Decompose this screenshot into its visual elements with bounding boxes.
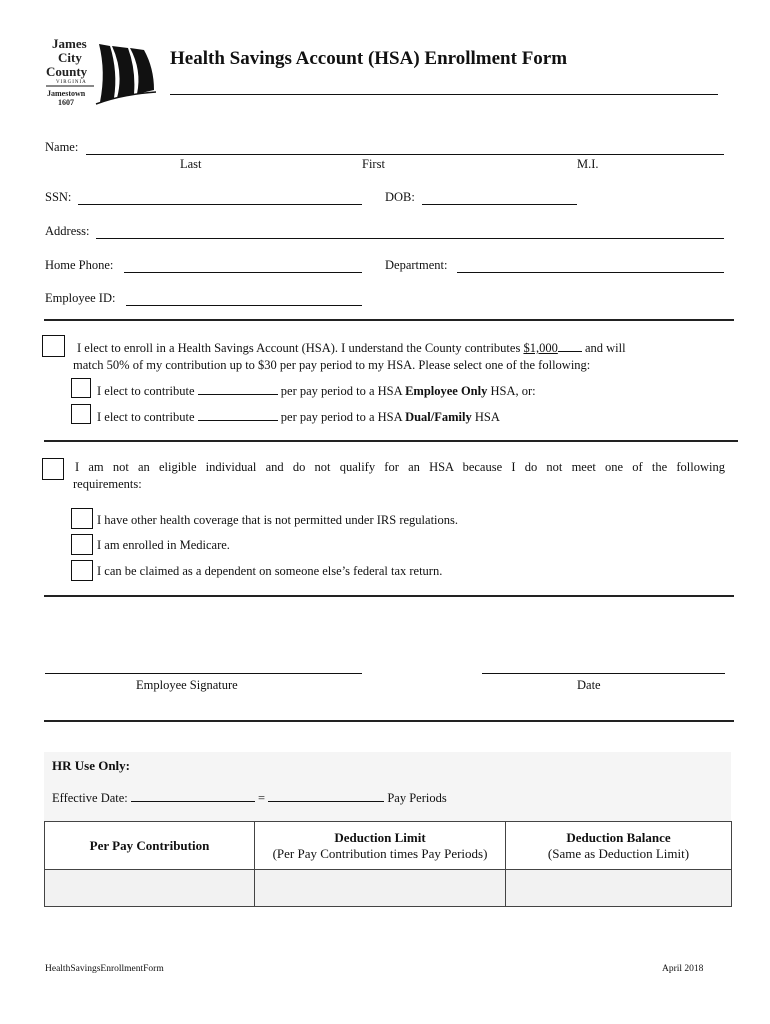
table-row bbox=[45, 870, 732, 907]
logo-text-year: 1607 bbox=[58, 98, 74, 107]
dual-family-amount-field[interactable] bbox=[198, 420, 278, 421]
name-field[interactable] bbox=[86, 140, 724, 155]
option2-mid: per pay period to a HSA bbox=[280, 410, 406, 424]
dependent-reason: I can be claimed as a dependent on someone else’s federal tax return. bbox=[97, 564, 443, 578]
deduction-limit-title: Deduction Limit bbox=[334, 829, 426, 845]
ssn-label: SSN: bbox=[45, 190, 72, 204]
name-label: Name: bbox=[45, 140, 79, 154]
section-divider bbox=[44, 595, 734, 597]
effective-date-label: Effective Date: bbox=[52, 791, 128, 805]
effective-date-row bbox=[52, 791, 447, 806]
dual-family-checkbox[interactable] bbox=[71, 404, 91, 424]
department-field[interactable] bbox=[457, 258, 724, 273]
footer-date: April 2018 bbox=[662, 964, 704, 974]
logo-text-jamestown: Jamestown bbox=[47, 89, 86, 98]
employee-id-field[interactable] bbox=[126, 291, 362, 306]
hr-deduction-table bbox=[44, 821, 732, 907]
home-phone-label: Home Phone: bbox=[45, 258, 114, 272]
option1-mid: per pay period to a HSA bbox=[280, 384, 406, 398]
ineligible-text-line2: requirements: bbox=[73, 477, 142, 491]
section-divider bbox=[44, 319, 734, 321]
ineligible-text-line1: I am not an eligible individual and do not qualify for an HSA because I do not meet one of the following bbox=[75, 460, 725, 474]
per-pay-contribution-header: Per Pay Contribution bbox=[45, 822, 255, 870]
employee-id-label: Employee ID: bbox=[45, 291, 116, 305]
logo-text-james: James bbox=[52, 36, 87, 51]
ssn-field[interactable] bbox=[78, 190, 362, 205]
signature-date-caption: Date bbox=[577, 678, 601, 692]
deduction-balance-cell[interactable] bbox=[506, 870, 732, 907]
equals-sign: = bbox=[258, 791, 266, 805]
signature-date-field[interactable] bbox=[482, 673, 725, 674]
enroll-text-line2: match 50% of my contribution up to $30 per pay period to my HSA. Please select one of the following: bbox=[73, 358, 591, 372]
deduction-limit-cell[interactable] bbox=[255, 870, 506, 907]
deduction-balance-title: Deduction Balance bbox=[566, 829, 671, 845]
address-field[interactable] bbox=[96, 224, 724, 239]
logo-text-city: City bbox=[58, 50, 82, 65]
per-pay-contribution-cell[interactable] bbox=[45, 870, 255, 907]
employee-only-option bbox=[97, 384, 536, 399]
pay-periods-label: Pay Periods bbox=[387, 791, 447, 805]
logo-text-county: County bbox=[46, 64, 88, 79]
county-contribution-amount: $1,000 bbox=[523, 341, 558, 355]
middle-initial-caption: M.I. bbox=[577, 157, 599, 171]
enroll-text-b: and will bbox=[581, 341, 626, 355]
enroll-text-line1 bbox=[77, 341, 626, 356]
hr-section-background bbox=[44, 752, 731, 822]
dob-label: DOB: bbox=[385, 190, 415, 204]
employee-signature-caption: Employee Signature bbox=[136, 678, 238, 692]
dependent-checkbox[interactable] bbox=[71, 560, 93, 581]
employee-only-amount-field[interactable] bbox=[198, 394, 278, 395]
other-coverage-reason: I have other health coverage that is not permitted under IRS regulations. bbox=[97, 513, 458, 527]
employee-only-checkbox[interactable] bbox=[71, 378, 91, 398]
deduction-limit-subtitle: (Per Pay Contribution times Pay Periods) bbox=[272, 845, 488, 861]
dob-field[interactable] bbox=[422, 190, 577, 205]
enroll-checkbox[interactable] bbox=[42, 335, 65, 357]
page-title: Health Savings Account (HSA) Enrollment Form bbox=[170, 48, 568, 69]
ineligible-checkbox[interactable] bbox=[42, 458, 64, 480]
effective-date-field[interactable] bbox=[131, 801, 255, 802]
option2-bold: Dual/Family bbox=[405, 410, 472, 424]
title-underline bbox=[170, 94, 718, 95]
last-name-caption: Last bbox=[180, 157, 202, 171]
deduction-balance-subtitle: (Same as Deduction Limit) bbox=[547, 845, 690, 861]
pay-periods-field[interactable] bbox=[268, 801, 384, 802]
medicare-reason: I am enrolled in Medicare. bbox=[97, 538, 230, 552]
department-label: Department: bbox=[385, 258, 448, 272]
amount-underline bbox=[558, 351, 582, 352]
employee-signature-field[interactable] bbox=[45, 673, 362, 674]
option1-bold: Employee Only bbox=[405, 384, 488, 398]
medicare-checkbox[interactable] bbox=[71, 534, 93, 555]
option2-prefix: I elect to contribute bbox=[97, 410, 195, 424]
section-divider bbox=[44, 440, 738, 442]
address-label: Address: bbox=[45, 224, 90, 238]
logo-text-virginia: VIRGINIA bbox=[56, 80, 87, 85]
other-coverage-checkbox[interactable] bbox=[71, 508, 93, 529]
option2-suffix: HSA bbox=[471, 410, 500, 424]
table-header-row bbox=[45, 822, 732, 870]
enroll-text-a: I elect to enroll in a Health Savings Account (HSA). I understand the County contributes bbox=[77, 341, 524, 355]
first-name-caption: First bbox=[362, 157, 385, 171]
hr-use-only-heading: HR Use Only: bbox=[52, 758, 130, 773]
deduction-balance-header bbox=[506, 822, 732, 870]
deduction-limit-header bbox=[255, 822, 506, 870]
section-divider bbox=[44, 720, 734, 722]
option1-suffix: HSA, or: bbox=[487, 384, 536, 398]
dual-family-option bbox=[97, 410, 500, 425]
county-logo bbox=[44, 36, 164, 116]
home-phone-field[interactable] bbox=[124, 258, 362, 273]
footer-form-name: HealthSavingsEnrollmentForm bbox=[45, 964, 164, 974]
option1-prefix: I elect to contribute bbox=[97, 384, 195, 398]
